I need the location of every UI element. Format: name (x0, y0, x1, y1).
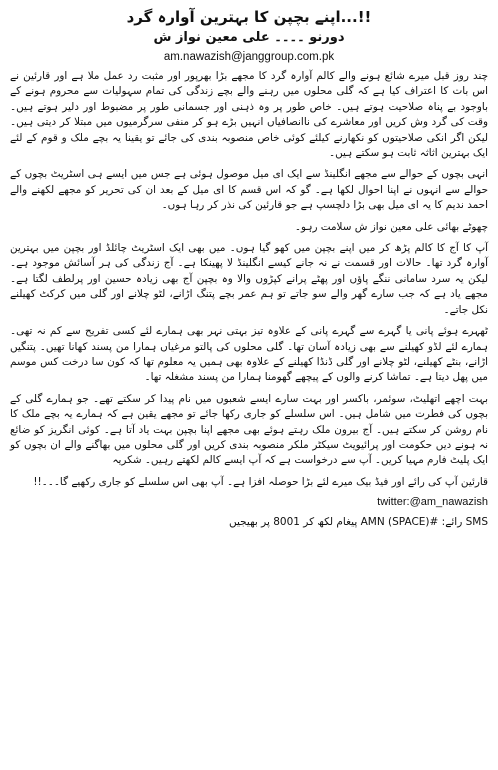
article-title: اپنے بچپن کا بہترین آوارہ گرد...!! (126, 8, 372, 26)
paragraph: چند روز قبل میرے شائع ہونے والے کالم آوارہ گرد کا مجھے بڑا بھرپور اور مثبت رد عمل ملا ہے اور قارئین نے اس بات کا اعتراف کیا ہے کہ گلی محلوں میں رہنے والے بچے زندگی کی تمام سہولیات سے محروم ہونے کے باوجود بے پناہ صلاحیت ہوتے ہیں۔ خاص طور پر وہ ذہنی اور جسمانی طور پر مضبوط اور دلیر ہوتے ہیں۔ وقت کی گرد وش کریں اور معاشرے کی ناانصافیاں انہیں بڑے ہو کر منفی سرگرمیوں میں مبتلا کر دیتی ہیں۔ لیکن اگر انکی صلاحیتوں کو نکھارنے کیلئے کوئی خاص منصوبہ بندی کی جائے تو یقینا یہ بچے ملک و قوم کے لئے ایک بہترین اثاثہ ثابت ہو سکتے ہیں۔ (10, 70, 488, 160)
article-byline: دورنو ۔۔۔۔ علی معین نواز ش (153, 30, 345, 45)
sms-feedback-line: SMS رائے: #AMN (SPACE) پیغام لکھ کر 8001 پر بھیجیں (228, 516, 488, 529)
paragraph: ٹھہرے ہوئے پانی یا گہرے سے گہرے پانی کے علاوہ تیز بہتی نہر بھی ہمارے لئے کسی تفریح سے کم نہ تھی۔ ہمارے لئے لڈو کھیلنے سے بھی زیادہ آسان تھا۔ گلی محلوں کی پالتو مرغیاں ہمارا من پسند کھانا تھیں۔ پتنگیں اڑانے، بنٹے کھیلنے، لٹو چلانے اور گلی ڈنڈا کھیلنے کے علاوہ بھی ہمیں یہ معلوم تھا کہ کون سا درخت کس موسم میں پھل دیتا ہے۔ تماشا کرنے والوں کے پیچھے گھومنا ہمارا من پسند مشغلہ تھا۔ (10, 325, 488, 384)
paragraph: انہی بچوں کے حوالے سے مجھے انگلینڈ سے ایک ای میل موصول ہوئی ہے جس میں ایسے ہی اسٹریٹ بچوں کے حوالے سے انہوں نے اپنا احوال لکھا ہے۔ گو کہ اس قسم کا ای میل کے بعد ان کی تحریر کو مجھے لکھنے والے احمد ندیم کا یہ ای میل بھی بڑا دلچسپ ہے جو قارئین کی نذر کر رہا ہوں۔ (10, 168, 488, 212)
paragraph: قارئین آپ کی رائے اور فیڈ بیک میرے لئے بڑا حوصلہ افزا ہے۔ آپ بھی اس سلسلے کو جاری رکھیے گا۔۔۔!! (33, 475, 488, 488)
paragraph: چھوٹے بھائی علی معین نواز ش سلامت رہو۔ (294, 220, 488, 233)
paragraph: آپ کا آج کا کالم پڑھ کر میں اپنے بچپن میں کھو گیا ہوں۔ میں بھی ایک اسٹریٹ چائلڈ اور بچپن میں بہترین آوارہ گرد تھا۔ حالات اور قسمت نے نہ جانے کیسے انگلینڈ لا پھینکا ہے۔ آج زندگی کی ہر آسائش موجود ہے۔ لیکن یہ سرد سامانی ننگے پاؤں اور پھٹے پرانے کپڑوں والا وہ بچپن آج بھی زیادہ حسین اور پرلطف لگتا ہے۔ مجھے یاد ہے کہ جب سارے گھر والے سو جاتے تو ہم عمر بچے پتنگ اڑانے، لٹو چلانے اور گلی میں کرکٹ کھیلنے نکل جاتے۔ (10, 242, 488, 316)
author-twitter: twitter:@am_nawazish (377, 496, 488, 509)
article-body (10, 69, 488, 490)
author-email: am.nawazish@janggroup.com.pk (163, 51, 335, 63)
paragraph: بہت اچھے اتھلیٹ، سوئمر، باکسر اور بہت سارے ایسے شعبوں میں نام پیدا کر سکتے تھے۔ جو ہمارے گلی کے بچوں کی فطرت میں شامل ہیں۔ اس سلسلے کو جاری رکھا جائے تو مجھے یقین ہے کہ ہمارے یہ بچے ملک کا نام روشن کر سکتے ہیں۔ آج بیرون ملک رہتے ہوئے بھی مجھے اپنا بچپن بہت یاد آتا ہے۔ کوئی انگریز کو ضائع نہ ہونے دیں حکومت اور پرائیویٹ سیکٹر ملکر منصوبہ بندی کریں اور گلی محلوں میں بھاگنے والے ان بچوں کو ایک پلیٹ فارم مہیا کریں۔ آپ سے درخواست ہے کہ آپ ایسے کالم لکھتے رہیں۔ شکریہ (10, 392, 488, 467)
